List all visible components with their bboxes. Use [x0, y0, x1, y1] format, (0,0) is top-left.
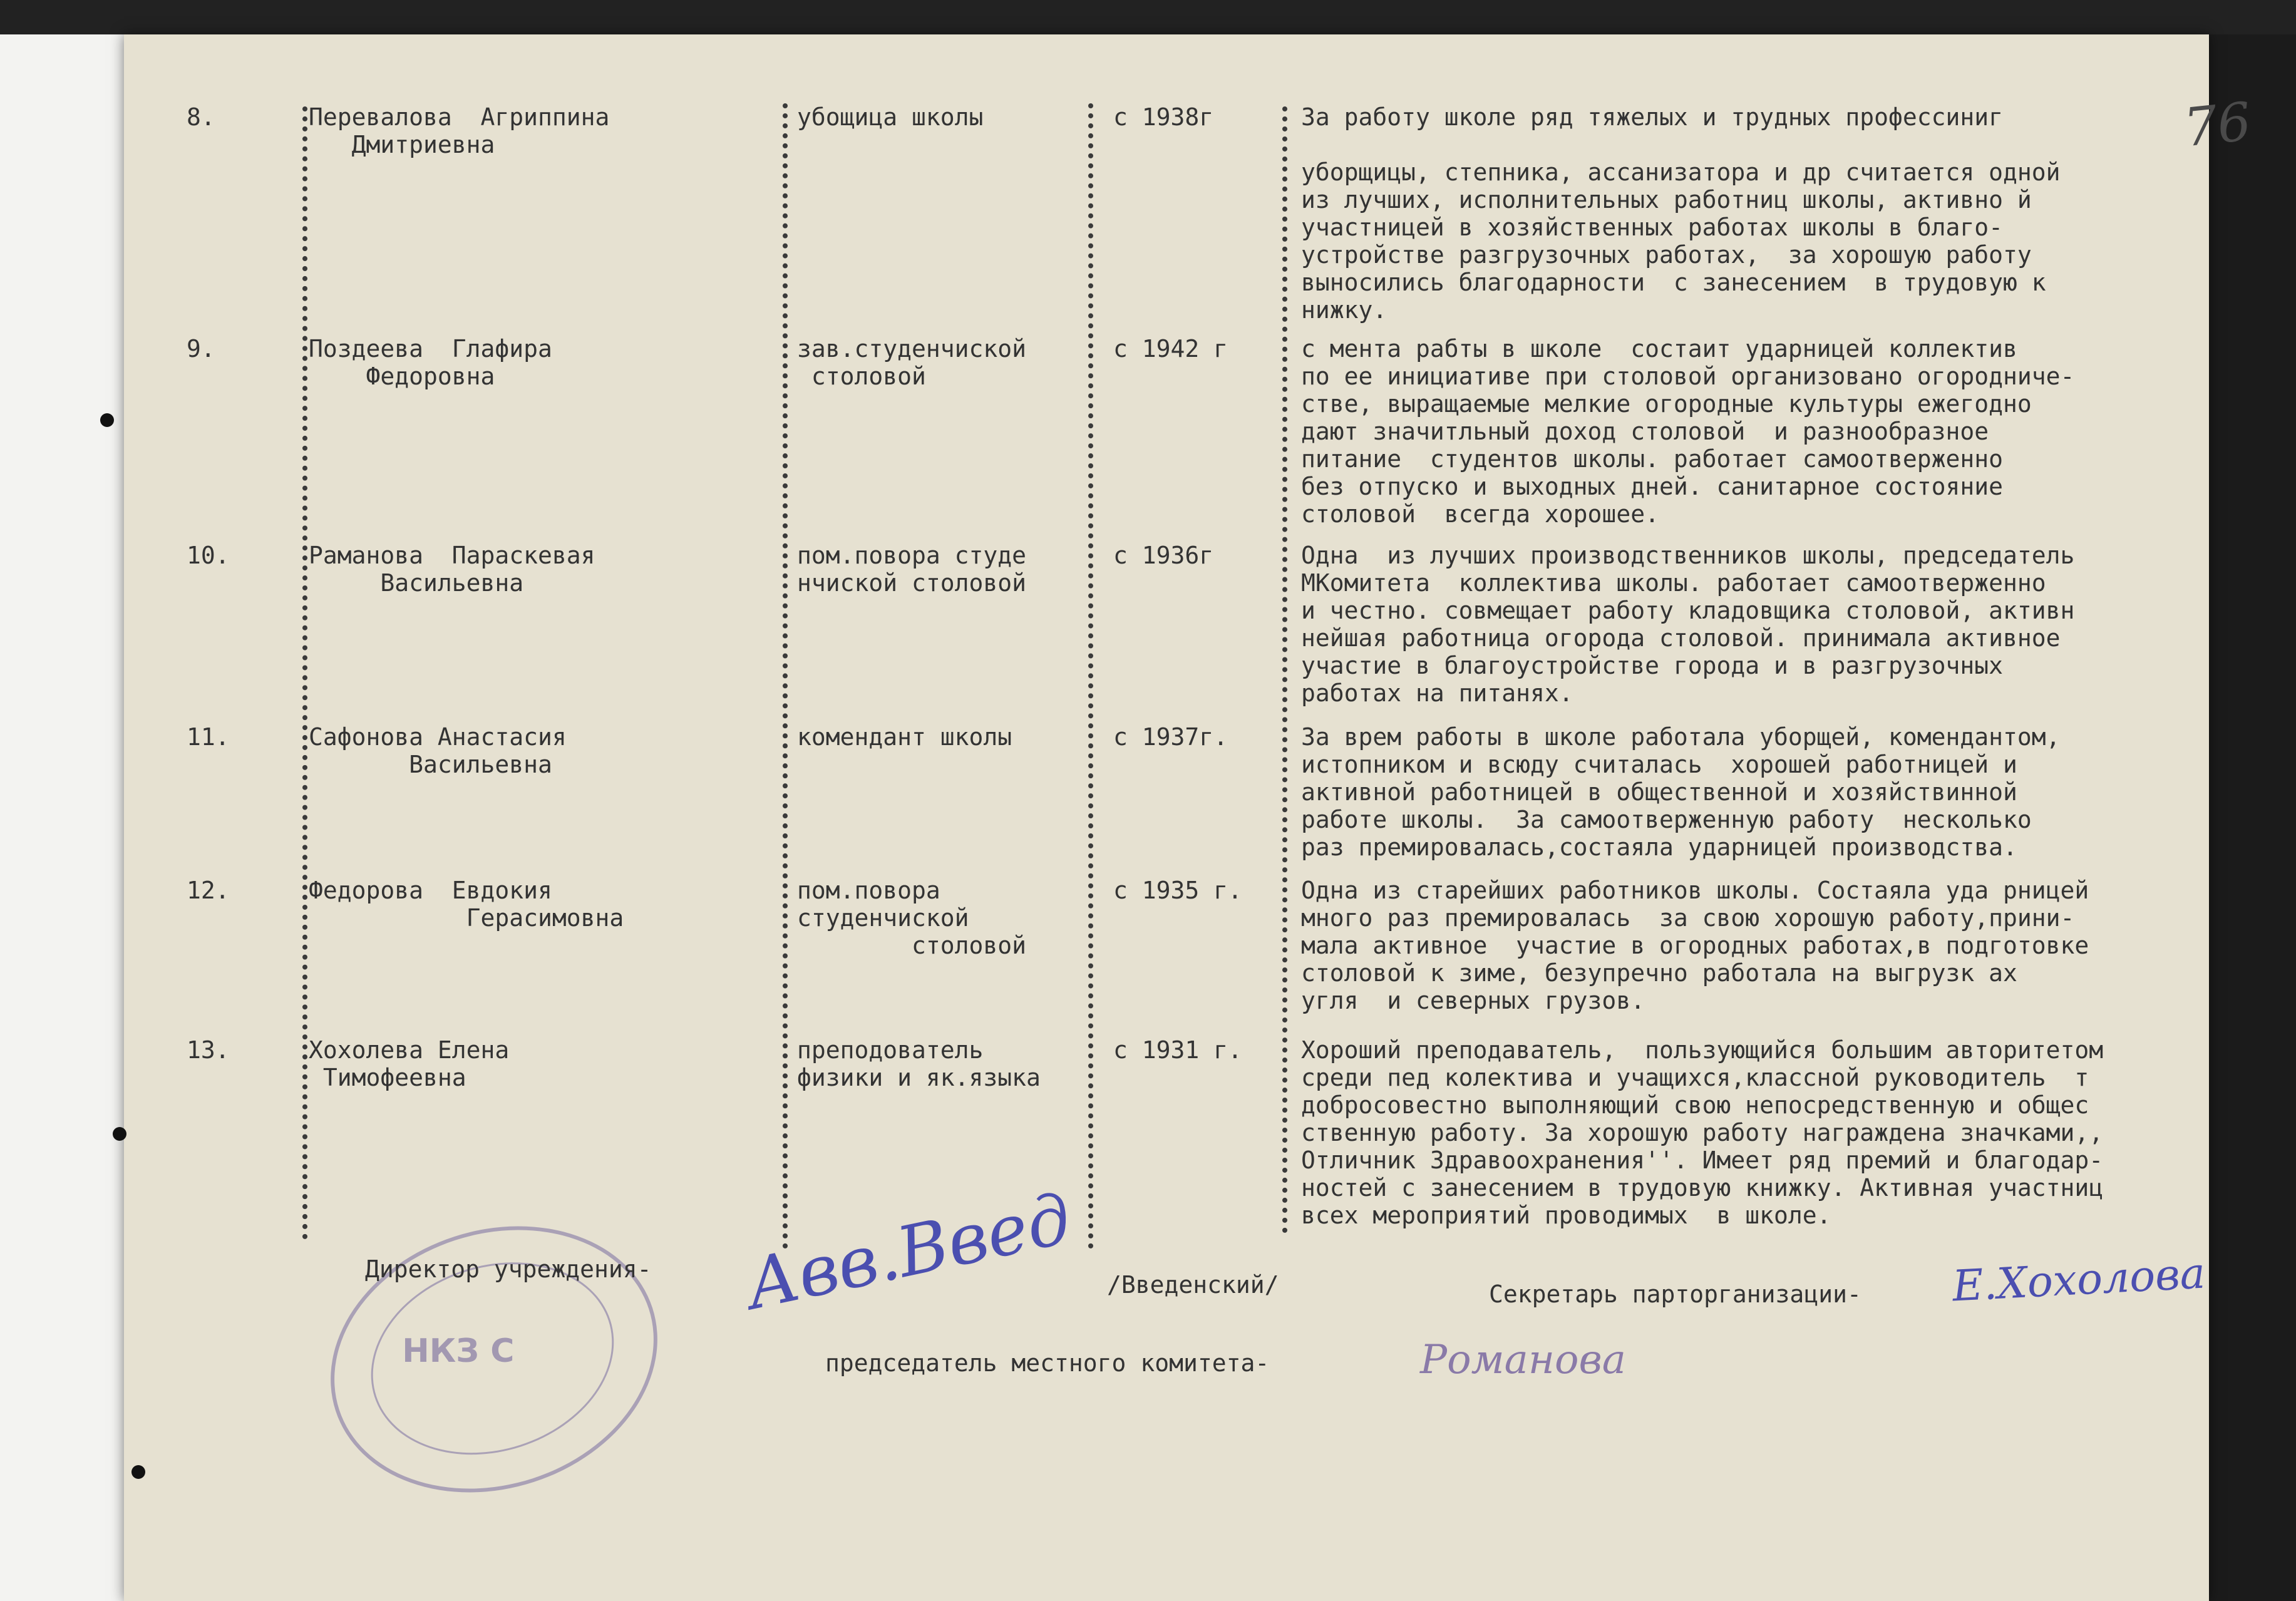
employee-name: Поздеева Глафира Федоровна: [309, 335, 552, 390]
employee-name: Перевалова Агриппина Дмитриевна: [309, 103, 610, 158]
employee-position: убощица школы: [797, 103, 984, 131]
employee-description: Одна из старейших работников школы. Состаяла уда рницей много раз премировалась за свою хорошую работу,прини- мала активное участие в огородных работах,в подготовке столовой к зиме, безупречно работала на выгрузк ах угля и северных грузов.: [1301, 877, 2089, 1014]
page-number: 76: [2181, 90, 2254, 159]
column-separator: [302, 106, 307, 1240]
row-number: 10.: [187, 542, 230, 569]
row-number: 12.: [187, 877, 230, 904]
stamp-text: НКЗ С: [402, 1332, 515, 1371]
employee-position: пом.повора студе нчиской столовой: [797, 542, 1027, 597]
employee-description: с мента рабты в школе состаит ударницей коллектив по ее инициативе при столовой организовано огородниче- стве, выращаемые мелкие огородные культуры ежегодно дают значитльный доход столовой и разнообразное питание студентов школы. работает самоотверженно без отпуско и выходных дней. санитарное состояние столовой всегда хорошее.: [1301, 335, 2075, 528]
row-number: 8.: [187, 103, 215, 131]
director-signature: Авв.Введ: [739, 1178, 1078, 1326]
employment-since: с 1935 г.: [1113, 877, 1242, 904]
director-name: /Введенский/: [1107, 1271, 1279, 1299]
employee-description: Хороший преподаватель, пользующийся большим авторитетом среди пед колектива и учащихся,классной руководитель т добросовестно выполняющий свою непосредственную и общес ственную работу. За хорошую работу награждена значками,, Отличник Здравоохранения''. Имеет ряд премий и благодар- ностей с занесением в трудовую книжку. Активная участниц всех мероприятий проводимых в школе.: [1301, 1036, 2104, 1229]
employee-name: Сафонова Анастасия Васильевна: [309, 723, 567, 778]
employee-description: Одна из лучших производственников школы, председатель МКомитета коллектива школы. работает самоотверженно и честно. совмещает работу кладовщика столовой, активн нейшая работница огорода столовой. принимала активное участие в благоустройстве города и в разгрузочных работах на питанях.: [1301, 542, 2075, 707]
secretary-label: Секретарь парторганизации-: [1489, 1280, 1861, 1308]
employee-position: преподователь физики и як.языка: [797, 1036, 1041, 1091]
binder-hole: [113, 1127, 126, 1141]
binder-hole: [131, 1465, 145, 1479]
document-page: [124, 34, 2254, 1601]
column-separator: [1282, 106, 1287, 1233]
top-background: [0, 0, 2296, 34]
employee-position: пом.повора студенчиской столовой: [797, 877, 1027, 959]
employee-name: Федорова Евдокия Герасимовна: [309, 877, 624, 932]
binder-hole: [100, 413, 114, 427]
employee-description: За врем работы в школе работала уборщей, комендантом, истопником и всюду считалась хорошей работницей и активной работницей в общественной и хозяйствинной работе школы. За самоотверженную работу несколько раз премировалась,состаяла ударницей производства.: [1301, 723, 2061, 861]
secretary-signature: Е.Хохолова: [1951, 1248, 2207, 1312]
official-stamp: [296, 1185, 692, 1533]
employee-name: Раманова Параскевая Васильевна: [309, 542, 595, 597]
employee-position: комендант школы: [797, 723, 1012, 751]
employment-since: с 1936г: [1113, 542, 1214, 569]
chair-label: председатель местного комитета-: [825, 1349, 1270, 1377]
director-label: Директор учреждения-: [365, 1255, 652, 1283]
row-number: 13.: [187, 1036, 230, 1064]
row-number: 11.: [187, 723, 230, 751]
employment-since: с 1942 г: [1113, 335, 1228, 363]
employment-since: с 1937г.: [1113, 723, 1228, 751]
column-separator: [1088, 103, 1093, 1249]
column-separator: [783, 103, 788, 1249]
row-number: 9.: [187, 335, 215, 363]
chair-signature: Романова: [1420, 1337, 1626, 1383]
employee-name: Хохолева Елена Тимофеевна: [309, 1036, 510, 1091]
employee-position: зав.студенчиской столовой: [797, 335, 1027, 390]
employment-since: с 1931 г.: [1113, 1036, 1242, 1064]
employment-since: с 1938г: [1113, 103, 1214, 131]
employee-description: За работу школе ряд тяжелых и трудных профессиниг уборщицы, степника, ассанизатора и др считается одной из лучших, исполнительных работниц школы, активно й участницей в хозяйственных работах школы в благо- устройстве разгрузочных работах, за хорошую работу выносились благодарности с занесением в трудовую к нижку.: [1301, 103, 2061, 324]
